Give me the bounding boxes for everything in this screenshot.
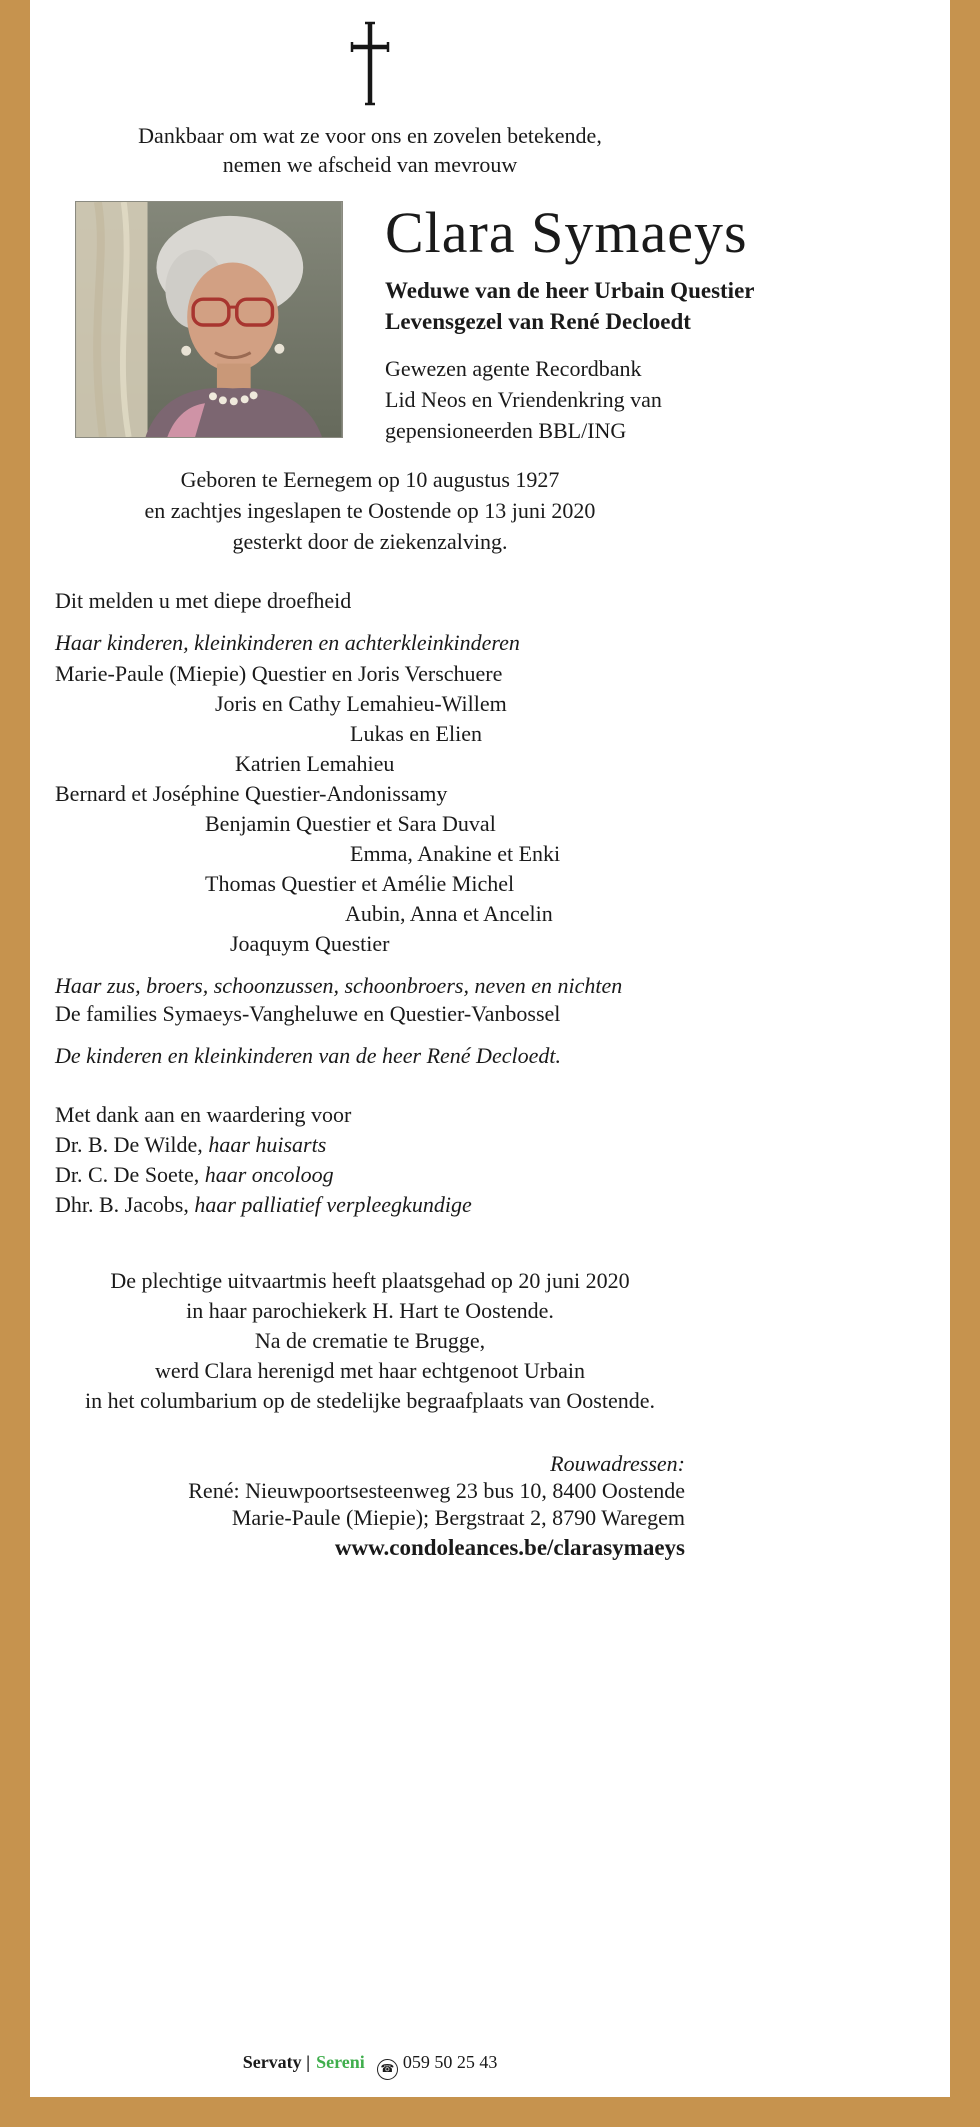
rene-family-line: De kinderen en kleinkinderen van de heer René Decloedt. [55, 1043, 561, 1068]
family-member-line: Marie-Paule (Miepie) Questier en Joris Verschuere [55, 661, 503, 686]
page-border-bottom [0, 2097, 980, 2127]
died-line: en zachtjes ingeslapen te Oostende op 13 juni 2020 [144, 498, 596, 523]
thanks-entry [55, 1190, 685, 1220]
deceased-header [75, 201, 950, 446]
funeral-block [55, 1266, 685, 1416]
addresses-block [55, 1450, 685, 1561]
family-member-line: Thomas Questier et Amélie Michel [205, 871, 515, 896]
obituary-content [30, 0, 950, 1561]
intro-line-2: nemen we afscheid van mevrouw [222, 152, 518, 177]
relatives-families-line: De families Symaeys-Vangheluwe en Questier-Vanbossel [55, 1001, 561, 1026]
title-column [385, 201, 754, 446]
family-member-line: Emma, Anakine et Enki [350, 841, 561, 866]
page-border-right [950, 0, 980, 2127]
bio-line: Gewezen agente Recordbank [385, 356, 642, 381]
family-member-line: Aubin, Anna et Ancelin [345, 901, 553, 926]
thanks-block [55, 1100, 685, 1220]
relation-line-widow: Weduwe van de heer Urbain Questier [385, 278, 755, 303]
relatives-heading: Haar zus, broers, schoonzussen, schoonbroers, neven en nichten [55, 973, 623, 998]
funeral-home-name: Servaty | [242, 2052, 311, 2072]
deceased-name: Clara Symaeys [385, 200, 748, 265]
intro-block [55, 121, 685, 179]
thanks-entry [55, 1160, 685, 1190]
bio-line: gepensioneerden BBL/ING [385, 418, 627, 443]
thanks-name: Dr. C. De Soete, [55, 1162, 205, 1187]
thanks-role: haar huisarts [208, 1132, 327, 1157]
intro-line-1: Dankbaar om wat ze voor ons en zovelen betekende, [138, 123, 602, 148]
born-line: Geboren te Eernegem op 10 augustus 1927 [180, 467, 560, 492]
family-member-line: Bernard et Joséphine Questier-Andonissamy [55, 781, 448, 806]
thanks-entry [55, 1130, 685, 1160]
bio-line: Lid Neos en Vriendenkring van [385, 387, 662, 412]
phone-number: 059 50 25 43 [402, 2052, 498, 2072]
page-border-left [0, 0, 30, 2127]
thanks-name: Dr. B. De Wilde, [55, 1132, 209, 1157]
latin-cross-icon [348, 20, 392, 111]
family-heading: Haar kinderen, kleinkinderen en achterkleinkinderen [55, 630, 520, 655]
condolence-website-link[interactable]: www.condoleances.be/clarasymaeys [334, 1535, 685, 1560]
cross-row [55, 0, 685, 111]
family-member-line: Katrien Lemahieu [235, 751, 395, 776]
phone-glyph: ☎ [380, 2063, 395, 2075]
family-member-line: Lukas en Elien [350, 721, 482, 746]
funeral-home-brand: Sereni [316, 2052, 365, 2072]
family-member-line: Joris en Cathy Lemahieu-Willem [215, 691, 507, 716]
funeral-line: in het columbarium op de stedelijke begraafplaats van Oostende. [85, 1388, 655, 1413]
thanks-role: haar palliatief verpleegkundige [194, 1192, 472, 1217]
relation-line-partner: Levensgezel van René Decloedt [385, 309, 691, 334]
funeral-line: in haar parochiekerk H. Hart te Oostende. [186, 1298, 554, 1323]
relations-block [385, 275, 754, 337]
sacrament-line: gesterkt door de ziekenzalving. [232, 529, 508, 554]
funeral-home-footer [55, 2050, 685, 2080]
thanks-role: haar oncoloog [204, 1162, 334, 1187]
portrait-photo [75, 201, 343, 438]
family-list [55, 659, 685, 959]
bio-block [385, 353, 754, 446]
funeral-line: Na de crematie te Brugge, [254, 1328, 486, 1353]
thanks-heading: Met dank aan en waardering voor [55, 1102, 352, 1127]
thanks-name: Dhr. B. Jacobs, [55, 1192, 195, 1217]
birth-death-block [55, 464, 685, 557]
family-member-line: Benjamin Questier et Sara Duval [205, 811, 496, 836]
address-line: Marie-Paule (Miepie); Bergstraat 2, 8790 Waregem [231, 1505, 685, 1530]
family-member-line: Joaquym Questier [230, 931, 390, 956]
funeral-line: werd Clara herenigd met haar echtgenoot Urbain [154, 1358, 586, 1383]
phone-icon [377, 2059, 398, 2080]
addresses-heading: Rouwadressen: [550, 1451, 685, 1476]
funeral-line: De plechtige uitvaartmis heeft plaatsgehad op 20 juni 2020 [110, 1268, 630, 1293]
announcement-line: Dit melden u met diepe droefheid [55, 588, 352, 613]
address-line: René: Nieuwpoortsesteenweg 23 bus 10, 8400 Oostende [188, 1478, 685, 1503]
